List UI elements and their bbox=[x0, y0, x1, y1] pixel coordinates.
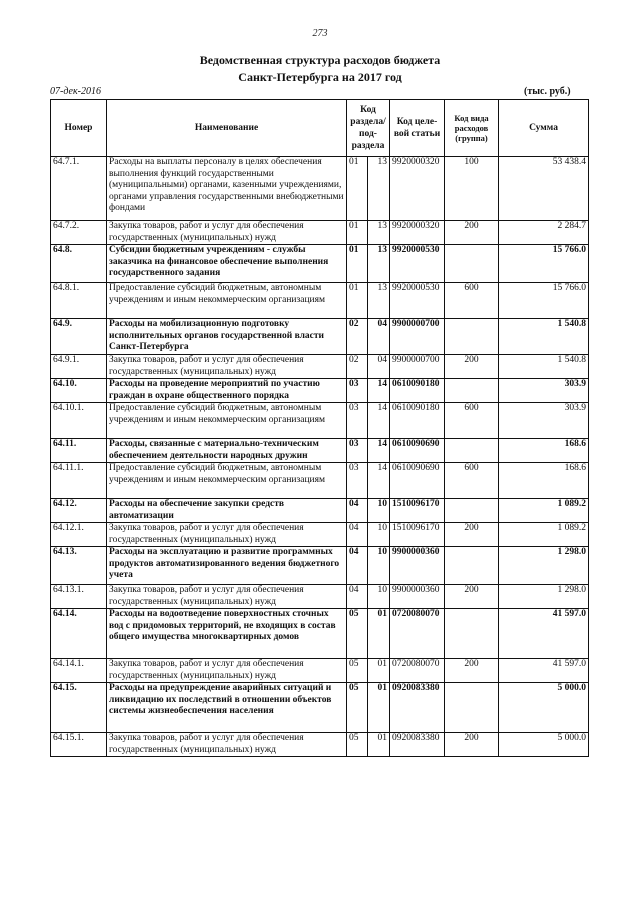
row-name: Расходы на эксплуатацию и развитие программных продуктов автоматизированного ведения бюджетного учета bbox=[107, 547, 347, 585]
row-subsection: 10 bbox=[368, 523, 390, 547]
document-title bbox=[0, 52, 640, 86]
title-line-1: Ведомственная структура расходов бюджета bbox=[199, 53, 441, 67]
row-number: 64.11.1. bbox=[51, 463, 107, 499]
row-subsection: 01 bbox=[368, 609, 390, 659]
row-amount: 1 089.2 bbox=[499, 499, 589, 523]
row-target-code: 0720080070 bbox=[390, 659, 445, 683]
row-target-code: 9920000320 bbox=[390, 157, 445, 221]
row-target-code: 0610090690 bbox=[390, 439, 445, 463]
header-name: Наименование bbox=[107, 100, 347, 157]
table-row bbox=[51, 283, 589, 319]
row-expense-type: 100 bbox=[445, 157, 499, 221]
row-expense-type bbox=[445, 379, 499, 403]
row-amount: 1 540.8 bbox=[499, 355, 589, 379]
table-row bbox=[51, 547, 589, 585]
row-number: 64.13.1. bbox=[51, 585, 107, 609]
table-row bbox=[51, 355, 589, 379]
table-body bbox=[51, 157, 589, 757]
row-target-code: 0610090180 bbox=[390, 379, 445, 403]
table-row bbox=[51, 463, 589, 499]
row-expense-type: 200 bbox=[445, 585, 499, 609]
row-expense-type: 200 bbox=[445, 659, 499, 683]
row-expense-type bbox=[445, 609, 499, 659]
row-amount: 303.9 bbox=[499, 403, 589, 439]
row-expense-type bbox=[445, 439, 499, 463]
row-amount: 15 766.0 bbox=[499, 245, 589, 283]
document-date: 07-дек-2016 bbox=[50, 86, 101, 97]
row-subsection: 14 bbox=[368, 403, 390, 439]
row-target-code: 0920083380 bbox=[390, 733, 445, 757]
row-subsection: 10 bbox=[368, 585, 390, 609]
row-name: Закупка товаров, работ и услуг для обеспечения государственных (муниципальных) нужд bbox=[107, 733, 347, 757]
row-expense-type bbox=[445, 499, 499, 523]
row-section: 03 bbox=[347, 403, 368, 439]
row-expense-type: 200 bbox=[445, 523, 499, 547]
row-name: Предоставление субсидий бюджетным, автономным учреждениям и иным некоммерческим организациям bbox=[107, 403, 347, 439]
row-amount: 168.6 bbox=[499, 439, 589, 463]
row-amount: 5 000.0 bbox=[499, 683, 589, 733]
row-section: 05 bbox=[347, 733, 368, 757]
row-section: 04 bbox=[347, 585, 368, 609]
table-row bbox=[51, 523, 589, 547]
row-name: Расходы, связанные с материально-техническим обеспечением деятельности народных дружин bbox=[107, 439, 347, 463]
row-name: Закупка товаров, работ и услуг для обеспечения государственных (муниципальных) нужд bbox=[107, 523, 347, 547]
row-number: 64.13. bbox=[51, 547, 107, 585]
row-target-code: 0610090180 bbox=[390, 403, 445, 439]
row-subsection: 14 bbox=[368, 463, 390, 499]
header-section-code: Код раздела/ под-раздела bbox=[347, 100, 390, 157]
row-expense-type: 200 bbox=[445, 221, 499, 245]
row-amount: 5 000.0 bbox=[499, 733, 589, 757]
row-section: 03 bbox=[347, 463, 368, 499]
page-number: 273 bbox=[312, 28, 328, 39]
row-expense-type: 600 bbox=[445, 283, 499, 319]
table-row bbox=[51, 585, 589, 609]
row-amount: 1 298.0 bbox=[499, 585, 589, 609]
row-section: 02 bbox=[347, 319, 368, 355]
row-number: 64.9.1. bbox=[51, 355, 107, 379]
row-name: Субсидии бюджетным учреждениям - службы заказчика на финансовое обеспечение выполнения государственного задания bbox=[107, 245, 347, 283]
row-target-code: 9900000700 bbox=[390, 319, 445, 355]
table-row bbox=[51, 683, 589, 733]
row-name: Предоставление субсидий бюджетным, автономным учреждениям и иным некоммерческим организациям bbox=[107, 463, 347, 499]
row-amount: 303.9 bbox=[499, 379, 589, 403]
row-subsection: 01 bbox=[368, 733, 390, 757]
table-row bbox=[51, 403, 589, 439]
row-section: 01 bbox=[347, 157, 368, 221]
row-section: 03 bbox=[347, 439, 368, 463]
row-expense-type bbox=[445, 547, 499, 585]
row-target-code: 0720080070 bbox=[390, 609, 445, 659]
row-subsection: 13 bbox=[368, 245, 390, 283]
table-row bbox=[51, 609, 589, 659]
table-row bbox=[51, 733, 589, 757]
row-target-code: 9900000700 bbox=[390, 355, 445, 379]
row-subsection: 01 bbox=[368, 659, 390, 683]
row-section: 01 bbox=[347, 221, 368, 245]
row-number: 64.12.1. bbox=[51, 523, 107, 547]
row-number: 64.9. bbox=[51, 319, 107, 355]
table-row bbox=[51, 157, 589, 221]
header-target-code: Код целе-вой статьи bbox=[390, 100, 445, 157]
row-amount: 168.6 bbox=[499, 463, 589, 499]
row-amount: 2 284.7 bbox=[499, 221, 589, 245]
row-number: 64.15.1. bbox=[51, 733, 107, 757]
row-section: 01 bbox=[347, 283, 368, 319]
row-name: Расходы на выплаты персоналу в целях обеспечения выполнения функций государственными (муниципальными) органами, казенными учреждениями, органами управления государственными внебюджетными фондами bbox=[107, 157, 347, 221]
budget-table bbox=[50, 99, 589, 757]
row-subsection: 13 bbox=[368, 157, 390, 221]
row-target-code: 9900000360 bbox=[390, 547, 445, 585]
table-row bbox=[51, 379, 589, 403]
table-row bbox=[51, 221, 589, 245]
row-number: 64.14.1. bbox=[51, 659, 107, 683]
row-subsection: 10 bbox=[368, 547, 390, 585]
row-name: Расходы на предупреждение аварийных ситуаций и ликвидацию их последствий в отношении объектов системы жизнеобеспечения населения bbox=[107, 683, 347, 733]
row-expense-type: 200 bbox=[445, 355, 499, 379]
row-subsection: 01 bbox=[368, 683, 390, 733]
row-target-code: 9920000530 bbox=[390, 245, 445, 283]
header-expense-type: Код вида расходов (группа) bbox=[445, 100, 499, 157]
row-target-code: 9920000320 bbox=[390, 221, 445, 245]
row-number: 64.14. bbox=[51, 609, 107, 659]
row-subsection: 13 bbox=[368, 283, 390, 319]
table-row bbox=[51, 659, 589, 683]
row-expense-type: 600 bbox=[445, 403, 499, 439]
row-number: 64.7.1. bbox=[51, 157, 107, 221]
table-header-row bbox=[51, 100, 589, 157]
row-expense-type bbox=[445, 245, 499, 283]
row-target-code: 1510096170 bbox=[390, 499, 445, 523]
row-number: 64.11. bbox=[51, 439, 107, 463]
row-number: 64.8.1. bbox=[51, 283, 107, 319]
row-section: 04 bbox=[347, 499, 368, 523]
row-subsection: 04 bbox=[368, 319, 390, 355]
row-number: 64.12. bbox=[51, 499, 107, 523]
row-target-code: 9900000360 bbox=[390, 585, 445, 609]
row-expense-type bbox=[445, 683, 499, 733]
row-amount: 41 597.0 bbox=[499, 659, 589, 683]
table-row bbox=[51, 319, 589, 355]
row-amount: 1 089.2 bbox=[499, 523, 589, 547]
row-section: 05 bbox=[347, 609, 368, 659]
row-expense-type: 200 bbox=[445, 733, 499, 757]
row-number: 64.10.1. bbox=[51, 403, 107, 439]
row-section: 04 bbox=[347, 547, 368, 585]
row-number: 64.8. bbox=[51, 245, 107, 283]
row-name: Закупка товаров, работ и услуг для обеспечения государственных (муниципальных) нужд bbox=[107, 659, 347, 683]
row-number: 64.7.2. bbox=[51, 221, 107, 245]
units-label: (тыс. руб.) bbox=[524, 86, 571, 97]
row-subsection: 14 bbox=[368, 379, 390, 403]
row-section: 02 bbox=[347, 355, 368, 379]
row-section: 01 bbox=[347, 245, 368, 283]
row-subsection: 14 bbox=[368, 439, 390, 463]
row-name: Закупка товаров, работ и услуг для обеспечения государственных (муниципальных) нужд bbox=[107, 585, 347, 609]
row-amount: 15 766.0 bbox=[499, 283, 589, 319]
row-number: 64.15. bbox=[51, 683, 107, 733]
row-target-code: 0920083380 bbox=[390, 683, 445, 733]
row-section: 03 bbox=[347, 379, 368, 403]
table-row bbox=[51, 499, 589, 523]
table-row bbox=[51, 439, 589, 463]
row-name: Расходы на мобилизационную подготовку исполнительных органов государственной власти Санкт-Петербурга bbox=[107, 319, 347, 355]
row-name: Расходы на проведение мероприятий по участию граждан в охране общественного порядка bbox=[107, 379, 347, 403]
row-name: Расходы на обеспечение закупки средств автоматизации bbox=[107, 499, 347, 523]
row-subsection: 04 bbox=[368, 355, 390, 379]
row-subsection: 10 bbox=[368, 499, 390, 523]
row-amount: 41 597.0 bbox=[499, 609, 589, 659]
row-expense-type bbox=[445, 319, 499, 355]
row-target-code: 0610090690 bbox=[390, 463, 445, 499]
row-name: Закупка товаров, работ и услуг для обеспечения государственных (муниципальных) нужд bbox=[107, 221, 347, 245]
row-name: Закупка товаров, работ и услуг для обеспечения государственных (муниципальных) нужд bbox=[107, 355, 347, 379]
row-subsection: 13 bbox=[368, 221, 390, 245]
row-expense-type: 600 bbox=[445, 463, 499, 499]
title-line-2: Санкт-Петербурга на 2017 год bbox=[238, 70, 402, 84]
row-number: 64.10. bbox=[51, 379, 107, 403]
row-amount: 53 438.4 bbox=[499, 157, 589, 221]
table-row bbox=[51, 245, 589, 283]
header-amount: Сумма bbox=[499, 100, 589, 157]
row-section: 04 bbox=[347, 523, 368, 547]
row-section: 05 bbox=[347, 683, 368, 733]
row-amount: 1 298.0 bbox=[499, 547, 589, 585]
row-name: Расходы на водоотведение поверхностных сточных вод с придомовых территорий, не входящих в состав общего имущества многоквартирных домов bbox=[107, 609, 347, 659]
header-number: Номер bbox=[51, 100, 107, 157]
row-name: Предоставление субсидий бюджетным, автономным учреждениям и иным некоммерческим организациям bbox=[107, 283, 347, 319]
row-target-code: 9920000530 bbox=[390, 283, 445, 319]
row-target-code: 1510096170 bbox=[390, 523, 445, 547]
row-section: 05 bbox=[347, 659, 368, 683]
row-amount: 1 540.8 bbox=[499, 319, 589, 355]
